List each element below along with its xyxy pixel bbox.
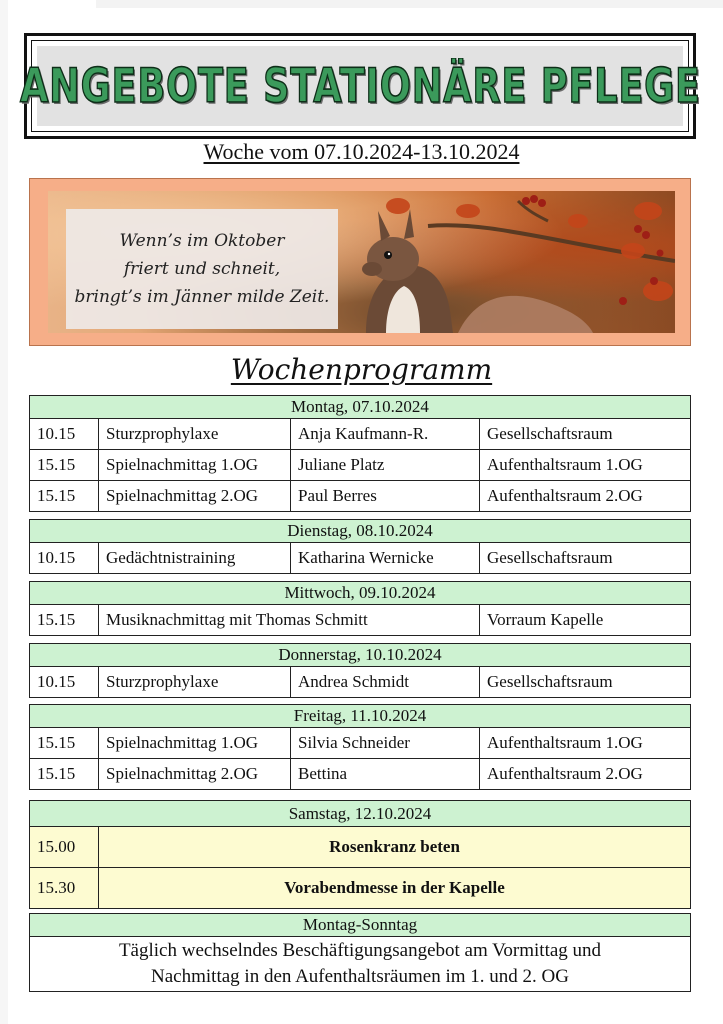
activity-cell: Spielnachmittag 1.OG: [99, 728, 291, 758]
table-row: [29, 605, 691, 636]
table-row: [29, 543, 691, 574]
everyday-line-2: Nachmittag in den Aufenthaltsräumen im 1. und 2. OG: [151, 966, 569, 987]
person-cell: Katharina Wernicke: [291, 543, 480, 573]
time-cell: 15.30: [30, 868, 99, 908]
time-cell: 15.15: [30, 481, 99, 511]
time-cell: 15.15: [30, 450, 99, 480]
top-margin-strip: [96, 0, 723, 8]
banner: [29, 178, 691, 346]
day-table-tuesday: [29, 519, 691, 574]
day-header: Montag-Sonntag: [29, 913, 691, 937]
quote-line-1: Wenn’s im Oktober: [119, 231, 285, 251]
program-heading: [0, 353, 723, 386]
day-table-wednesday: [29, 581, 691, 636]
day-header: Samstag, 12.10.2024: [29, 800, 691, 827]
person-cell: Silvia Schneider: [291, 728, 480, 758]
week-range: [0, 139, 723, 165]
table-row: [29, 827, 691, 868]
title-band: [19, 46, 701, 126]
week-range-text: Woche vom 07.10.2024-13.10.2024: [203, 139, 520, 164]
title-inner-frame: [19, 40, 701, 132]
day-table-saturday: [29, 800, 691, 909]
table-row: [29, 759, 691, 790]
day-header: Mittwoch, 09.10.2024: [29, 581, 691, 605]
time-cell: 15.15: [30, 605, 99, 635]
time-cell: 15.00: [30, 827, 99, 867]
page-title: ANGEBOTE STATIONÄRE PFLEGE: [19, 58, 701, 114]
table-row: [29, 481, 691, 512]
activity-cell: Sturzprophylaxe: [99, 419, 291, 449]
activity-cell: Spielnachmittag 1.OG: [99, 450, 291, 480]
day-table-friday: [29, 704, 691, 790]
event-cell: Vorabendmesse in der Kapelle: [284, 878, 505, 897]
room-cell: Gesellschaftsraum: [487, 672, 613, 691]
time-cell: 15.15: [30, 728, 99, 758]
autumn-squirrel-photo: [48, 191, 675, 333]
quote-line-3: bringt’s im Jänner milde Zeit.: [74, 287, 330, 307]
person-cell: Juliane Platz: [291, 450, 480, 480]
room-cell: Gesellschaftsraum: [487, 548, 613, 567]
person-cell: Anja Kaufmann-R.: [291, 419, 480, 449]
day-header: Donnerstag, 10.10.2024: [29, 643, 691, 667]
quote-line-2: friert und schneit,: [123, 259, 281, 279]
everyday-line-1: Täglich wechselndes Beschäftigungsangebot am Vormittag und: [118, 940, 602, 961]
room-cell: Aufenthaltsraum 2.OG: [487, 764, 643, 783]
activity-cell: Musiknachmittag mit Thomas Schmitt: [99, 605, 480, 635]
program-heading-text: Wochenprogramm: [230, 353, 493, 386]
time-cell: 10.15: [30, 543, 99, 573]
room-cell: Aufenthaltsraum 2.OG: [487, 486, 643, 505]
event-cell: Rosenkranz beten: [329, 837, 460, 856]
everyday-description: [29, 937, 691, 992]
room-cell: Aufenthaltsraum 1.OG: [487, 455, 643, 474]
table-row: [29, 868, 691, 909]
table-row: [29, 419, 691, 450]
room-cell: Gesellschaftsraum: [487, 424, 613, 443]
activity-cell: Gedächtnistraining: [99, 543, 291, 573]
time-cell: 10.15: [30, 667, 99, 697]
title-frame: [19, 33, 701, 139]
quote-box: [66, 209, 338, 329]
table-row: [29, 667, 691, 698]
table-row: [29, 450, 691, 481]
time-cell: 10.15: [30, 419, 99, 449]
day-table-monday: [29, 395, 691, 512]
room-cell: Vorraum Kapelle: [487, 610, 604, 629]
person-cell: Andrea Schmidt: [291, 667, 480, 697]
day-table-thursday: [29, 643, 691, 698]
room-cell: Aufenthaltsraum 1.OG: [487, 733, 643, 752]
person-cell: Paul Berres: [291, 481, 480, 511]
day-header: Freitag, 11.10.2024: [29, 704, 691, 728]
activity-cell: Spielnachmittag 2.OG: [99, 481, 291, 511]
table-row: [29, 728, 691, 759]
activity-cell: Spielnachmittag 2.OG: [99, 759, 291, 789]
person-cell: Bettina: [291, 759, 480, 789]
day-header: Dienstag, 08.10.2024: [29, 519, 691, 543]
day-header: Montag, 07.10.2024: [29, 395, 691, 419]
everyday-table: [29, 913, 691, 992]
activity-cell: Sturzprophylaxe: [99, 667, 291, 697]
time-cell: 15.15: [30, 759, 99, 789]
